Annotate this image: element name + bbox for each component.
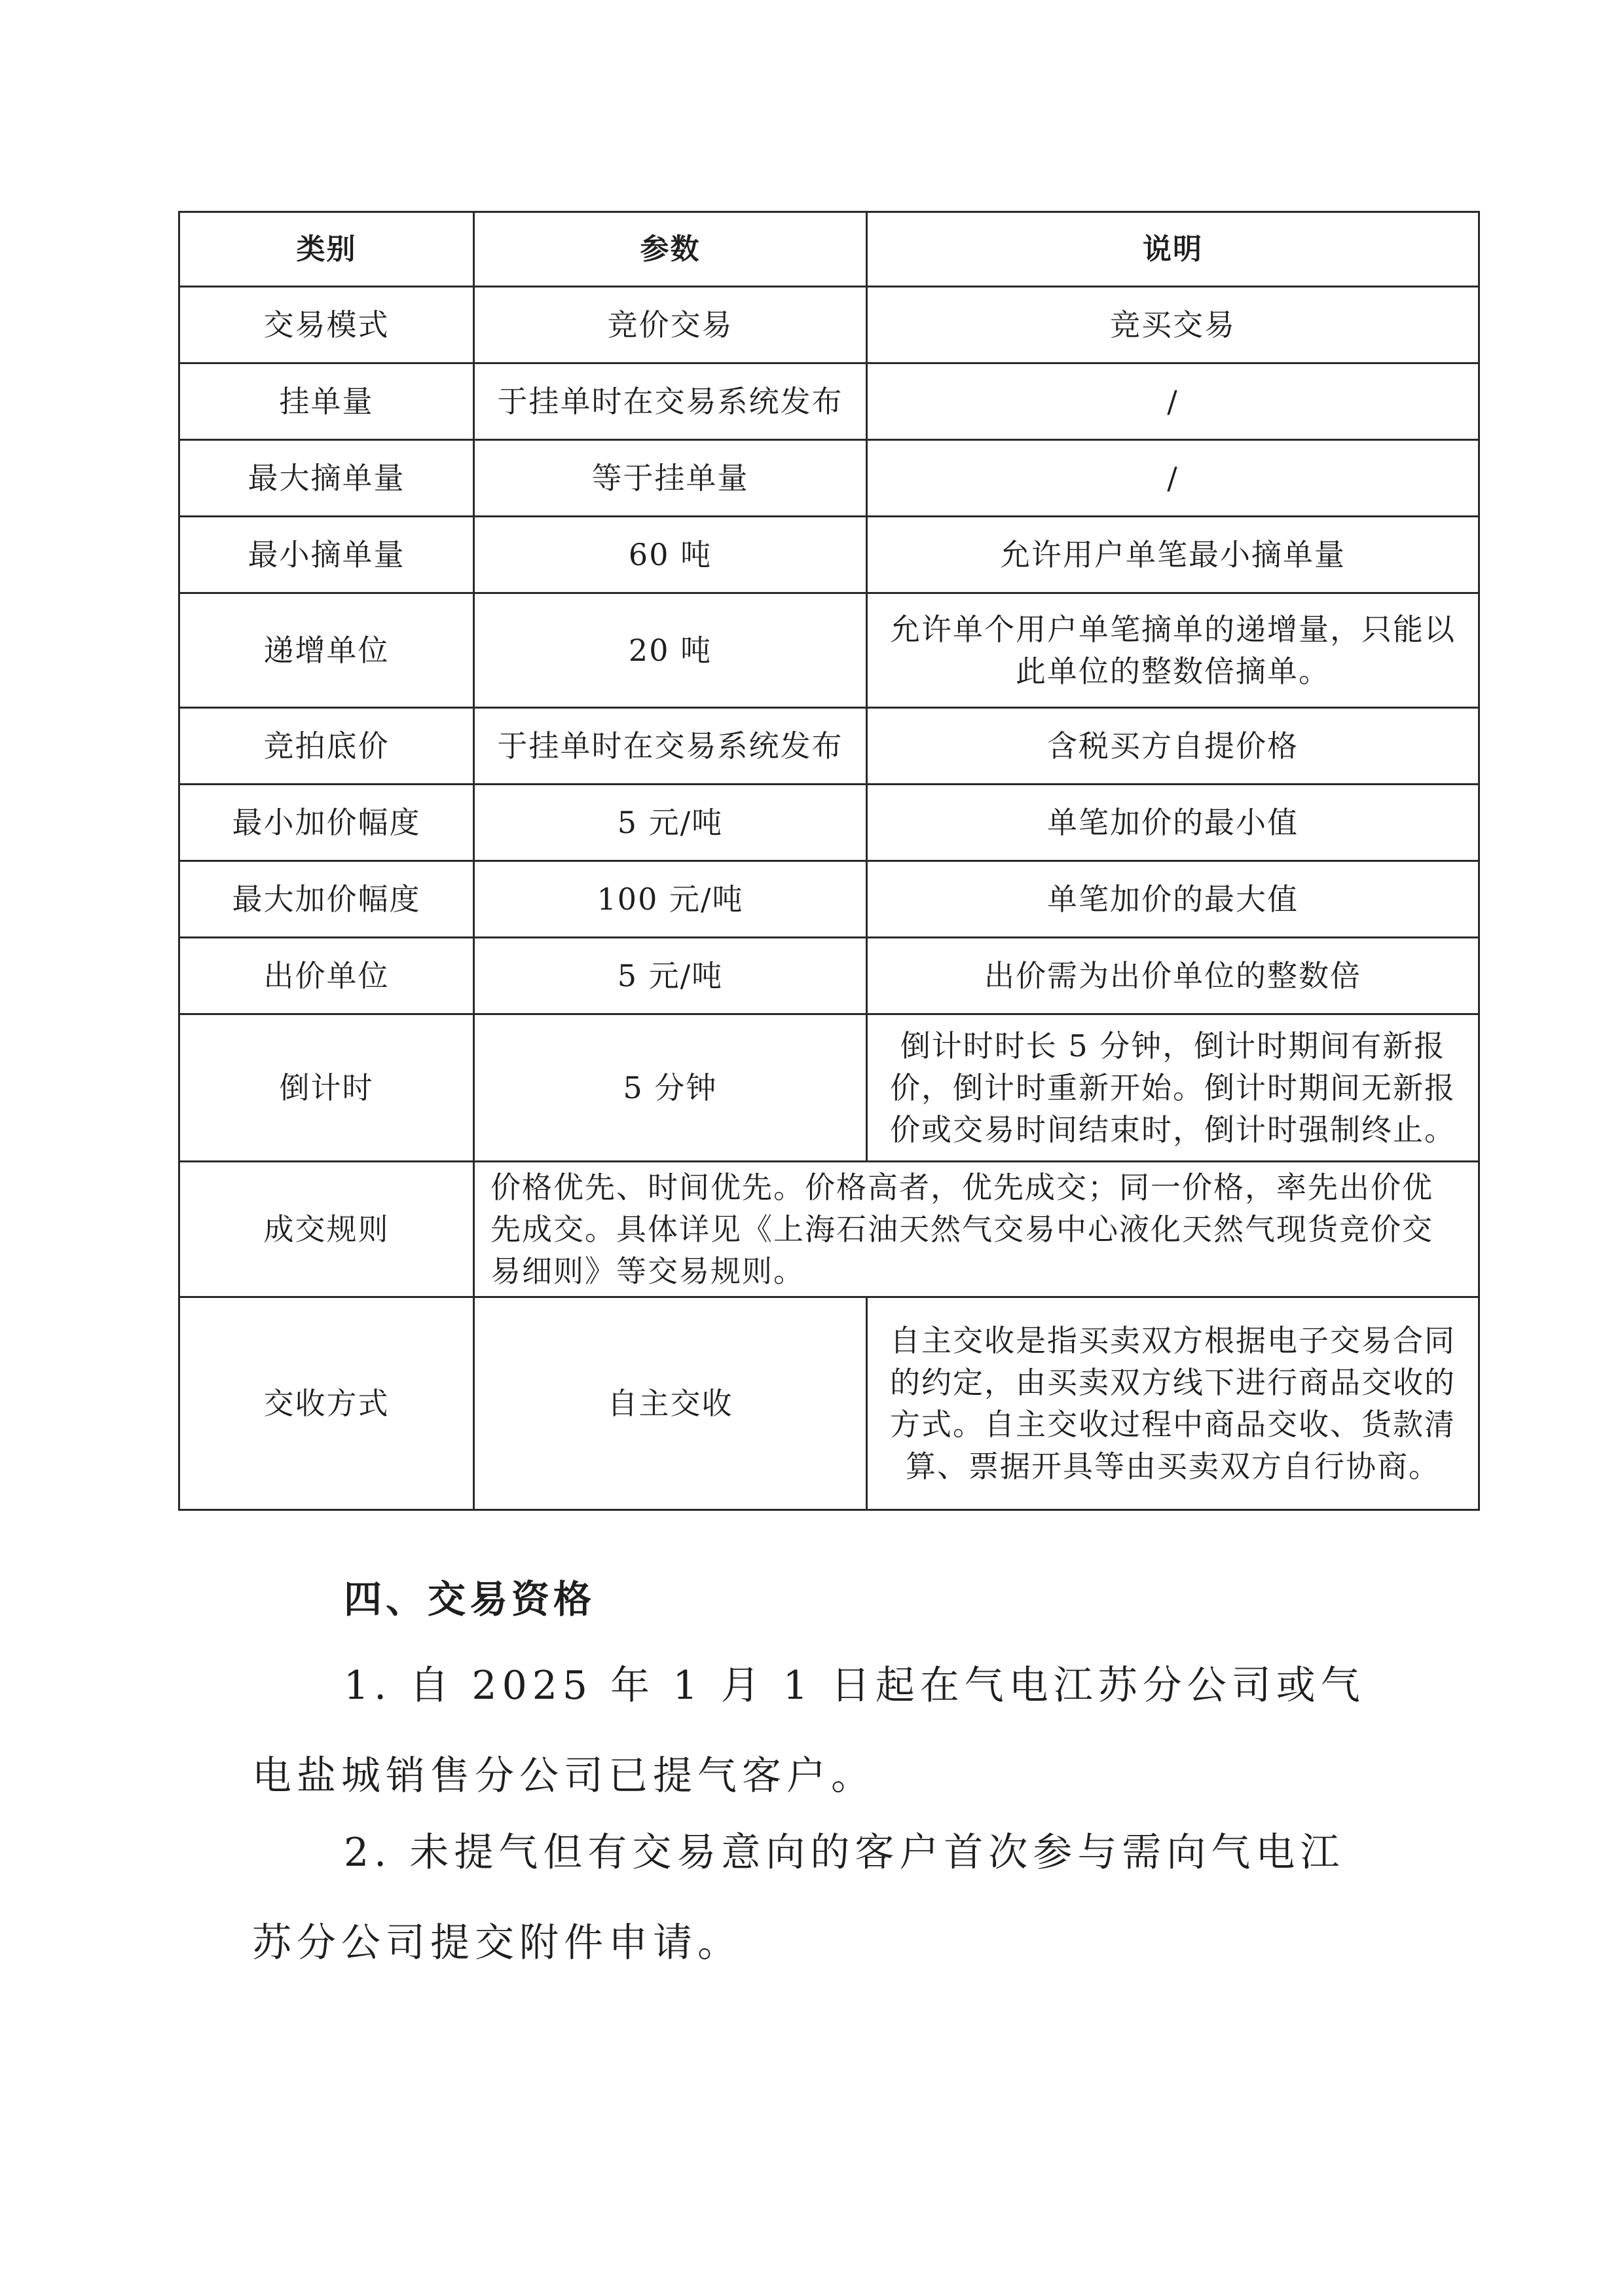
row-description: / <box>867 363 1479 440</box>
row-description: 倒计时时长 5 分钟，倒计时期间有新报价，倒计时重新开始。倒计时期间无新报价或交易时间结束时，倒计时强制终止。 <box>867 1014 1479 1162</box>
table-row <box>179 1014 1479 1162</box>
paragraph-eligibility-2: 2. 未提气但有交易意向的客户首次参与需向气电江苏分公司提交附件申请。 <box>252 1830 1345 1966</box>
row-description: 竞买交易 <box>867 287 1479 363</box>
row-parameter: 自主交收 <box>474 1297 867 1510</box>
table-header-row <box>179 212 1479 287</box>
row-category: 交易模式 <box>179 287 474 363</box>
row-description: 允许用户单笔最小摘单量 <box>867 517 1479 593</box>
header-parameter: 参数 <box>474 212 867 287</box>
row-description: 单笔加价的最大值 <box>867 861 1479 938</box>
row-description: 单笔加价的最小值 <box>867 785 1479 861</box>
row-parameter: 于挂单时在交易系统发布 <box>474 363 867 440</box>
row-description: 含税买方自提价格 <box>867 708 1479 785</box>
trading-parameters-table <box>178 211 1480 1511</box>
table-row <box>179 440 1479 517</box>
table-row <box>179 1162 1479 1297</box>
row-parameter: 等于挂单量 <box>474 440 867 517</box>
table-row <box>179 517 1479 593</box>
table-row <box>179 708 1479 785</box>
table-row <box>179 363 1479 440</box>
row-parameter: 60 吨 <box>474 517 867 593</box>
table-row <box>179 287 1479 363</box>
section-heading: 四、交易资格 <box>344 1577 596 1621</box>
row-parameter: 20 吨 <box>474 593 867 708</box>
row-description: 允许单个用户单笔摘单的递增量，只能以此单位的整数倍摘单。 <box>867 593 1479 708</box>
row-description: / <box>867 440 1479 517</box>
row-category: 交收方式 <box>179 1297 474 1510</box>
row-merged-rule: 价格优先、时间优先。价格高者，优先成交；同一价格，率先出价优先成交。具体详见《上海石油天然气交易中心液化天然气现货竞价交易细则》等交易规则。 <box>474 1162 1479 1297</box>
row-parameter: 5 元/吨 <box>474 938 867 1014</box>
row-category: 最大加价幅度 <box>179 861 474 938</box>
table-row <box>179 1297 1479 1510</box>
header-category: 类别 <box>179 212 474 287</box>
row-category: 最大摘单量 <box>179 440 474 517</box>
row-parameter: 5 元/吨 <box>474 785 867 861</box>
table-row <box>179 593 1479 708</box>
header-description: 说明 <box>867 212 1479 287</box>
row-description: 出价需为出价单位的整数倍 <box>867 938 1479 1014</box>
table-row <box>179 938 1479 1014</box>
row-category: 倒计时 <box>179 1014 474 1162</box>
row-category: 最小摘单量 <box>179 517 474 593</box>
row-parameter: 5 分钟 <box>474 1014 867 1162</box>
table-row <box>179 785 1479 861</box>
paragraph-eligibility-1: 1. 自 2025 年 1 月 1 日起在气电江苏分公司或气电盐城销售分公司已提气客户。 <box>252 1663 1365 1799</box>
row-category: 最小加价幅度 <box>179 785 474 861</box>
row-parameter: 100 元/吨 <box>474 861 867 938</box>
row-parameter: 竞价交易 <box>474 287 867 363</box>
row-category: 成交规则 <box>179 1162 474 1297</box>
row-category: 递增单位 <box>179 593 474 708</box>
table-row <box>179 861 1479 938</box>
row-category: 挂单量 <box>179 363 474 440</box>
row-category: 竞拍底价 <box>179 708 474 785</box>
row-parameter: 于挂单时在交易系统发布 <box>474 708 867 785</box>
row-description: 自主交收是指买卖双方根据电子交易合同的约定，由买卖双方线下进行商品交收的方式。自主交收过程中商品交收、货款清算、票据开具等由买卖双方自行协商。 <box>867 1297 1479 1510</box>
row-category: 出价单位 <box>179 938 474 1014</box>
